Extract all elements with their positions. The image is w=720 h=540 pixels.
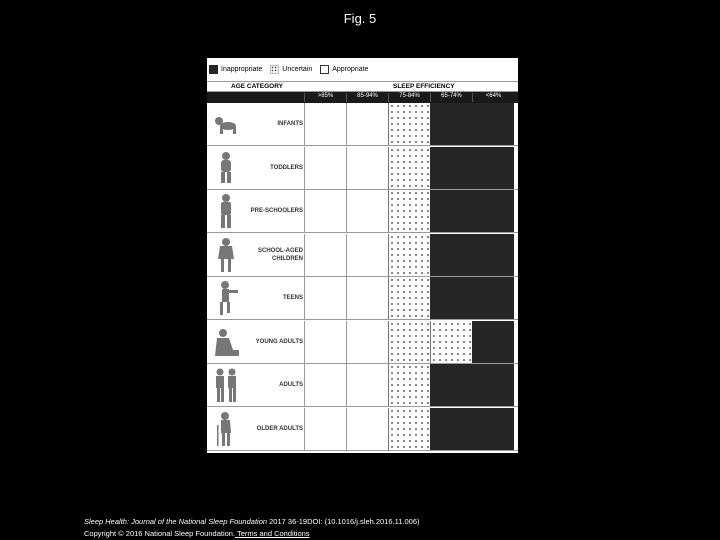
- figure-title: Fig. 5: [343, 11, 377, 26]
- table-row: [207, 234, 518, 277]
- table-row: [207, 364, 518, 407]
- rating-cell-appropriate: [304, 147, 346, 189]
- column-header: 75-84%: [388, 93, 430, 102]
- legend-inappropriate-label: Inappropriate: [221, 65, 263, 73]
- row-label: INFANTS: [277, 121, 303, 127]
- table-row: [207, 103, 518, 146]
- row-label: TEENS: [282, 295, 303, 301]
- rating-cell-appropriate: [346, 321, 388, 363]
- rating-cell-appropriate: [304, 277, 346, 319]
- table-row: [207, 321, 518, 364]
- preschooler-icon: [207, 190, 244, 232]
- rating-cell-inappropriate: [472, 408, 514, 450]
- rating-cell-uncertain: [388, 321, 430, 363]
- older-adult-icon: [207, 408, 244, 450]
- rating-cell-appropriate: [304, 190, 346, 232]
- young-adult-icon: [207, 321, 244, 363]
- rating-cell-appropriate: [346, 190, 388, 232]
- rating-cell-uncertain: [388, 364, 430, 406]
- rating-cell-appropriate: [346, 277, 388, 319]
- school-child-icon: [207, 234, 244, 276]
- row-label: OLDER ADULTS: [256, 425, 303, 432]
- column-header: 85-94%: [346, 93, 388, 102]
- table-row: [207, 277, 518, 320]
- table-header: [207, 81, 518, 92]
- rating-cell-inappropriate: [472, 321, 514, 363]
- rating-cell-inappropriate: [472, 234, 514, 276]
- legend-appropriate: [320, 65, 368, 74]
- rating-cell-appropriate: [346, 408, 388, 450]
- crawling-infant-icon: [207, 103, 244, 145]
- table-row: [207, 147, 518, 190]
- citation-text: 2017 36-19DOI: (10.1016/j.sleh.2016.11.006): [267, 517, 420, 526]
- legend: [207, 58, 518, 80]
- column-header: 65-74%: [430, 93, 472, 102]
- rating-cell-inappropriate: [430, 408, 472, 450]
- rating-cell-uncertain: [388, 234, 430, 276]
- rating-cell-appropriate: [304, 321, 346, 363]
- rating-cell-appropriate: [304, 103, 346, 145]
- rating-cell-inappropriate: [472, 103, 514, 145]
- rating-cell-inappropriate: [472, 147, 514, 189]
- age-category-header: AGE CATEGORY: [231, 83, 284, 90]
- teen-icon: [207, 277, 244, 319]
- rating-cell-inappropriate: [472, 277, 514, 319]
- rating-cell-inappropriate: [430, 277, 472, 319]
- toddler-icon: [207, 147, 244, 189]
- rating-cell-inappropriate: [430, 190, 472, 232]
- rating-cell-uncertain: [388, 190, 430, 232]
- row-label: PRE-SCHOOLERS: [250, 208, 303, 214]
- rating-cell-inappropriate: [430, 364, 472, 406]
- rating-cell-appropriate: [346, 147, 388, 189]
- rating-cell-appropriate: [304, 234, 346, 276]
- rating-cell-uncertain: [430, 321, 472, 363]
- rating-cell-appropriate: [346, 364, 388, 406]
- row-label: SCHOOL-AGED CHILDREN: [258, 247, 303, 262]
- table-row: [207, 190, 518, 233]
- rating-cell-inappropriate: [430, 147, 472, 189]
- rating-cell-inappropriate: [472, 190, 514, 232]
- figure-panel: [207, 58, 518, 453]
- rating-cell-uncertain: [388, 147, 430, 189]
- rating-cell-appropriate: [304, 408, 346, 450]
- column-header: >85%: [304, 93, 346, 102]
- adults-icon: [207, 364, 244, 406]
- legend-uncertain: [270, 65, 312, 74]
- rating-cell-inappropriate: [472, 364, 514, 406]
- rating-cell-appropriate: [346, 234, 388, 276]
- legend-inappropriate: [209, 65, 262, 74]
- table-row: [207, 408, 518, 451]
- rating-cell-uncertain: [388, 103, 430, 145]
- inappropriate-swatch: [209, 65, 218, 74]
- appropriate-swatch: [320, 65, 329, 74]
- rating-cell-appropriate: [346, 103, 388, 145]
- uncertain-swatch: [270, 65, 279, 74]
- legend-uncertain-label: Uncertain: [282, 65, 313, 73]
- rating-cell-appropriate: [304, 364, 346, 406]
- sleep-efficiency-header: SLEEP EFFICIENCY: [393, 83, 455, 90]
- column-header: <64%: [472, 93, 514, 102]
- journal-name: Sleep Health: Journal of the National Sleep Foundation: [84, 517, 268, 526]
- legend-appropriate-label: Appropriate: [332, 65, 369, 73]
- terms-link[interactable]: Terms and Conditions: [235, 529, 310, 538]
- rating-cell-uncertain: [388, 277, 430, 319]
- rating-cell-inappropriate: [430, 234, 472, 276]
- row-label: ADULTS: [279, 382, 303, 388]
- row-label: TODDLERS: [270, 164, 303, 171]
- copyright-line: [84, 527, 310, 540]
- rating-cell-uncertain: [388, 408, 430, 450]
- column-header-row: [207, 92, 518, 103]
- copyright-text: Copyright © 2016 National Sleep Foundation.: [84, 529, 236, 538]
- row-label: YOUNG ADULTS: [255, 338, 303, 345]
- rating-cell-inappropriate: [430, 103, 472, 145]
